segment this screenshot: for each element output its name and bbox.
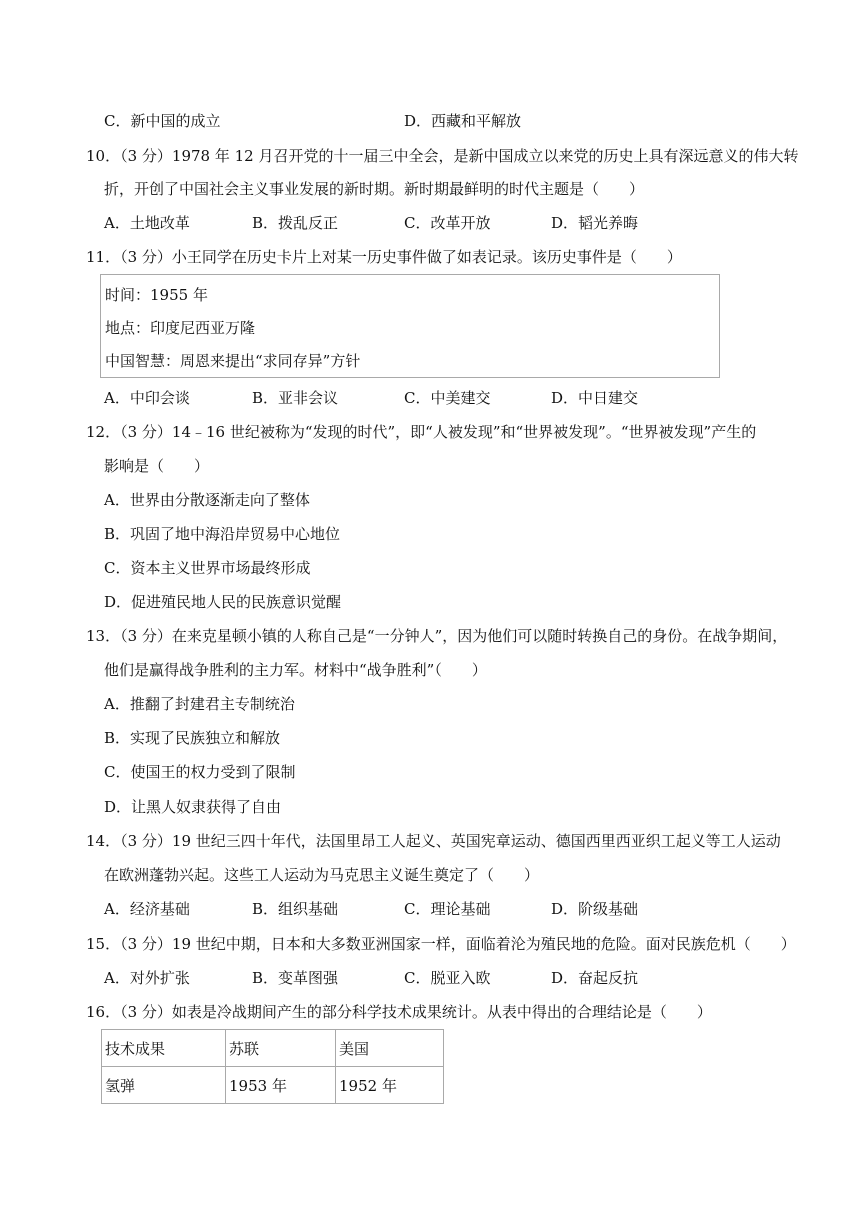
question-stem: 13．（3 分）在来克星顿小镇的人称自己是“一分钟人”，因为他们可以随时转换自己的身份。在战争期间， bbox=[86, 627, 788, 645]
q9-option-d: D．西藏和平解放 bbox=[404, 112, 522, 130]
question-stem: 11．（3 分）小王同学在历史卡片上对某一历史事件做了如表记录。该历史事件是（ ） bbox=[86, 248, 682, 266]
tech-achievements-table bbox=[101, 1029, 444, 1104]
history-card bbox=[100, 274, 720, 378]
table-cell: 氢弹 bbox=[102, 1067, 226, 1104]
option-a: A．对外扩张 bbox=[104, 969, 190, 987]
table-row bbox=[102, 1067, 444, 1104]
question-stem: 10．（3 分）1978 年 12 月召开党的十一届三中全会，是新中国成立以来党的历史上具有深远意义的伟大转 bbox=[86, 147, 799, 165]
option-a: A．土地改革 bbox=[104, 214, 190, 232]
card-time: 时间：1955 年 bbox=[105, 286, 208, 304]
question-stem-cont: 折，开创了中国社会主义事业发展的新时期。新时期最鲜明的时代主题是（ ） bbox=[104, 180, 645, 198]
question-stem: 12．（3 分）14﹣16 世纪被称为“发现的时代”，即“人被发现”和“世界被发现”。“世界被发现”产生的 bbox=[86, 423, 757, 441]
option-b: B．变革图强 bbox=[252, 969, 339, 987]
option-d: D．促进殖民地人民的民族意识觉醒 bbox=[104, 593, 342, 611]
option-a: A．经济基础 bbox=[104, 900, 190, 918]
option-c: C．改革开放 bbox=[404, 214, 491, 232]
question-stem-cont: 在欧洲蓬勃兴起。这些工人运动为马克思主义诞生奠定了（ ） bbox=[104, 866, 540, 884]
option-b: B．实现了民族独立和解放 bbox=[104, 729, 281, 747]
option-a: A．世界由分散逐渐走向了整体 bbox=[104, 491, 310, 509]
table-cell: 1952 年 bbox=[336, 1067, 444, 1104]
option-d: D．韬光养晦 bbox=[551, 214, 639, 232]
option-c: C．脱亚入欧 bbox=[404, 969, 491, 987]
option-c: C．资本主义世界市场最终形成 bbox=[104, 559, 311, 577]
q9-option-c: C．新中国的成立 bbox=[104, 112, 221, 130]
question-stem-cont: 他们是赢得战争胜利的主力军。材料中“战争胜利”（ ） bbox=[104, 661, 487, 679]
card-wisdom: 中国智慧：周恩来提出“求同存异”方针 bbox=[105, 352, 361, 370]
question-stem-cont: 影响是（ ） bbox=[104, 457, 210, 475]
option-b: B．巩固了地中海沿岸贸易中心地位 bbox=[104, 525, 341, 543]
question-stem: 15．（3 分）19 世纪中期，日本和大多数亚洲国家一样，面临着沦为殖民地的危险。面对民族危机（ ） bbox=[86, 935, 796, 953]
table-header-cell: 美国 bbox=[336, 1030, 444, 1067]
question-stem: 14．（3 分）19 世纪三四十年代，法国里昂工人起义、英国宪章运动、德国西里西亚织工起义等工人运动 bbox=[86, 832, 781, 850]
option-b: B．组织基础 bbox=[252, 900, 339, 918]
option-c: C．理论基础 bbox=[404, 900, 491, 918]
option-d: D．中日建交 bbox=[551, 389, 639, 407]
option-c: C．使国王的权力受到了限制 bbox=[104, 763, 296, 781]
table-header-cell: 苏联 bbox=[226, 1030, 336, 1067]
question-stem: 16．（3 分）如表是冷战期间产生的部分科学技术成果统计。从表中得出的合理结论是（ ） bbox=[86, 1003, 712, 1021]
table-header-row bbox=[102, 1030, 444, 1067]
table-header-cell: 技术成果 bbox=[102, 1030, 226, 1067]
option-d: D．让黑人奴隶获得了自由 bbox=[104, 798, 282, 816]
option-a: A．推翻了封建君主专制统治 bbox=[104, 695, 295, 713]
table-cell: 1953 年 bbox=[226, 1067, 336, 1104]
card-place: 地点：印度尼西亚万隆 bbox=[105, 319, 256, 337]
option-d: D．奋起反抗 bbox=[551, 969, 639, 987]
option-c: C．中美建交 bbox=[404, 389, 491, 407]
option-b: B．拨乱反正 bbox=[252, 214, 339, 232]
option-b: B．亚非会议 bbox=[252, 389, 339, 407]
option-a: A．中印会谈 bbox=[104, 389, 190, 407]
option-d: D．阶级基础 bbox=[551, 900, 639, 918]
